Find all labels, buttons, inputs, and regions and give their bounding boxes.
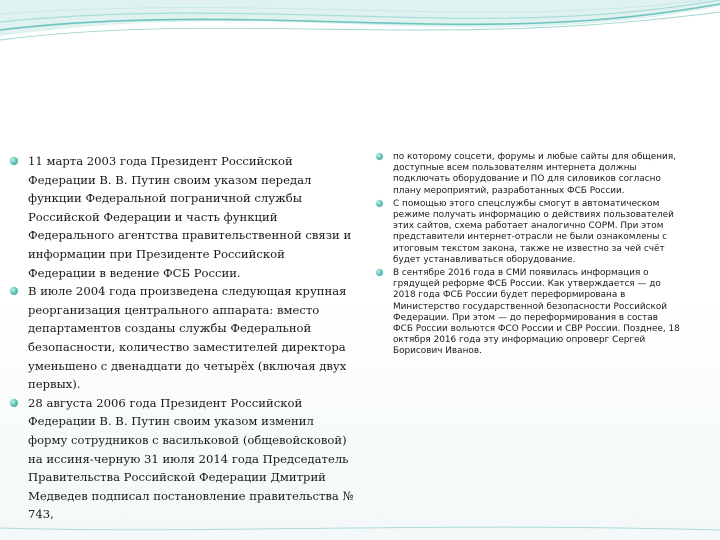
list-item-text: 28 августа 2006 года Президент Российской Федерации В. В. Путин своим указом изменил форму сотрудников с васильковой (общевойсковой) на иссиня-черную 31 июля 2014 года Председатель Правительства Российской Федерации Дмитрий Медведев подписал постановление правительства № 743, xyxy=(28,395,354,522)
left-bullet-list xyxy=(10,152,355,524)
decorative-footer-line xyxy=(0,518,720,540)
list-item-text: 11 марта 2003 года Президент Российской Федерации В. В. Путин своим указом передал функции Федеральной пограничной службы Российской Федерации и часть функций Федерального агентства правительственной связи и информации при Президенте Российской Федерации в ведение ФСБ России. xyxy=(28,154,352,280)
right-bullet-list xyxy=(375,152,680,358)
bullet-icon xyxy=(376,269,383,276)
list-item-text: С помощью этого спецслужбы смогут в автоматическом режиме получать информацию о действиях пользователей этих сайтов, схема работает аналогично СОРМ. При этом представители интернет-отрасли не были ознакомлены с итоговым текстом закона, также не известно за чей счёт будет устанавливаться оборудование. xyxy=(393,198,674,265)
list-item xyxy=(10,282,355,394)
decorative-header-waves xyxy=(0,0,720,70)
bullet-icon xyxy=(376,200,383,207)
list-item xyxy=(375,268,680,358)
bullet-icon xyxy=(376,153,383,160)
footer-wave xyxy=(0,527,720,530)
bullet-icon xyxy=(10,157,18,165)
list-item xyxy=(375,152,680,197)
list-item-text: В сентябре 2016 года в СМИ появилась информация о грядущей реформе ФСБ России. Как утверждается — до 2018 года ФСБ России будет переформирована в Министерство государственной безопасности Российской Федерации. При этом — до переформирования в состав ФСБ России вольются ФСО России и СВР России. Позднее, 18 октября 2016 года эту информацию опроверг Сергей Борисович Иванов. xyxy=(393,268,680,357)
list-item-text: В июле 2004 года произведена следующая крупная реорганизация центрального аппарата: вместо департаментов созданы службы Федеральной безопасности, количество заместителей директора уменьшено с двенадцати до четырёх (включая двух первых). xyxy=(28,284,347,392)
bullet-icon xyxy=(10,287,18,295)
left-column xyxy=(10,152,355,524)
list-item xyxy=(375,199,680,266)
list-item-text: по которому соцсети, форумы и любые сайты для общения, доступные всем пользователям интернета должны подключать оборудование и ПО для силовиков согласно плану мероприятий, разработанных ФСБ России. xyxy=(393,152,676,196)
list-item xyxy=(10,152,355,282)
bullet-icon xyxy=(10,399,18,407)
right-column xyxy=(375,152,680,360)
list-item xyxy=(10,394,355,524)
